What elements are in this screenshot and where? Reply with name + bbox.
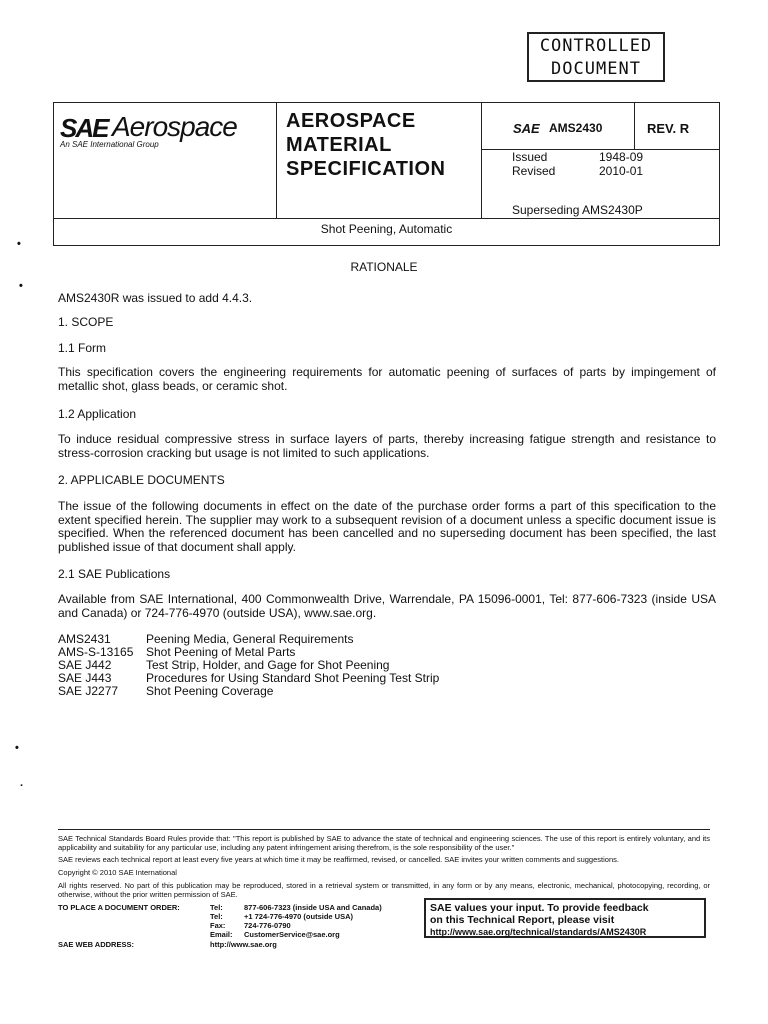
footer-copyright: Copyright © 2010 SAE International — [58, 868, 177, 877]
web-address-value: http://www.sae.org — [210, 940, 277, 949]
web-address-label: SAE WEB ADDRESS: — [58, 940, 134, 949]
document-code: SAE J442 — [58, 658, 112, 672]
revision-label: REV. R — [647, 121, 690, 136]
document-type-title — [286, 109, 445, 181]
title-line-3: SPECIFICATION — [286, 158, 446, 180]
footer-rules-text: SAE Technical Standards Board Rules provide that: "This report is published by SAE to advance the state of technical and engineering sciences. The use of this report is entirely voluntary, and its applicability and suitability for any particular use, including any patent infringement arising therefrom, is the sole responsibility of the user." — [58, 834, 710, 852]
document-code: AMS-S-13165 — [58, 645, 134, 659]
document-title: Procedures for Using Standard Shot Peening Test Strip — [146, 671, 440, 685]
document-number: AMS2430 — [549, 121, 603, 135]
contact-label: Email: — [210, 930, 233, 939]
contact-value: CustomerService@sae.org — [244, 930, 340, 939]
header-divider — [54, 218, 719, 219]
sae-logo-aerospace: Aerospace — [112, 111, 237, 142]
footer-review-text: SAE reviews each technical report at least every five years at which time it may be reaffirmed, revised, or cancelled. SAE invites your written comments and suggestions. — [58, 855, 619, 864]
section-1-2-text: To induce residual compressive stress in surface layers of parts, thereby increasing fatigue strength and resistance to stress-corrosion cracking but usage is not limited to such applications. — [58, 432, 716, 460]
title-line-1: AEROSPACE — [286, 110, 416, 132]
scan-mark: · — [20, 780, 24, 792]
scan-mark: • — [15, 742, 19, 754]
section-1-heading: 1. SCOPE — [58, 315, 114, 329]
feedback-box — [424, 898, 706, 938]
contact-value: 724-776-0790 — [244, 921, 291, 930]
rationale-heading: RATIONALE — [350, 260, 418, 274]
document-code: SAE J443 — [58, 671, 112, 685]
contact-value: +1 724-776-4970 (outside USA) — [244, 912, 354, 921]
reference-document-list — [58, 633, 439, 698]
section-1-2-heading: 1.2 Application — [58, 407, 137, 421]
document-code: AMS2431 — [58, 632, 111, 646]
stamp-line-2: DOCUMENT — [551, 59, 641, 79]
feedback-url: http://www.sae.org/technical/standards/AMS2430R — [430, 927, 647, 937]
list-item — [58, 685, 439, 698]
title-line-2: MATERIAL — [286, 134, 392, 156]
footer-rule — [58, 829, 710, 830]
spec-header-table — [53, 102, 720, 246]
contact-label: Tel: — [210, 903, 223, 912]
order-label: TO PLACE A DOCUMENT ORDER: — [58, 903, 180, 912]
section-1-1-heading: 1.1 Form — [58, 341, 107, 355]
contact-label: Tel: — [210, 912, 223, 921]
revised-date: 2010-01 — [599, 164, 644, 178]
document-title: Test Strip, Holder, and Gage for Shot Peening — [146, 658, 390, 672]
section-1-1-text: This specification covers the engineering requirements for automatic peening of surfaces of parts by impingement of metallic shot, glass beads, or ceramic shot. — [58, 365, 716, 393]
header-divider — [481, 103, 482, 218]
section-2-heading: 2. APPLICABLE DOCUMENTS — [58, 473, 225, 487]
logo-subtitle: An SAE International Group — [60, 140, 159, 149]
feedback-line-1: SAE values your input. To provide feedback — [430, 902, 649, 914]
header-divider — [276, 103, 277, 218]
superseding-note: Superseding AMS2430P — [512, 203, 643, 217]
scan-mark: • — [19, 280, 23, 292]
controlled-document-stamp — [527, 32, 665, 82]
feedback-line-2: on this Technical Report, please visit — [430, 914, 615, 926]
document-title: Shot Peening Coverage — [146, 684, 274, 698]
scan-mark: • — [17, 238, 21, 250]
issued-date: 1948-09 — [599, 150, 644, 164]
sae-small-logo: SAE — [513, 121, 540, 136]
document-title: Shot Peening of Metal Parts — [146, 645, 296, 659]
section-2-text: The issue of the following documents in effect on the date of the purchase order forms a part of this specification to the extent specified herein. The supplier may work to a subsequent revision of a document unless a specific document issue is specified. When the referenced document has been cancelled and no superseding document has been specified, the last published issue of that document shall apply. — [58, 499, 716, 554]
header-divider — [634, 103, 635, 149]
document-subject: Shot Peening, Automatic — [320, 222, 453, 236]
rationale-text: AMS2430R was issued to add 4.4.3. — [58, 291, 253, 305]
contact-label: Fax: — [210, 921, 226, 930]
contact-value: 877-606-7323 (inside USA and Canada) — [244, 903, 382, 912]
revised-label: Revised — [512, 164, 556, 178]
stamp-line-1: CONTROLLED — [539, 36, 653, 56]
document-title: Peening Media, General Requirements — [146, 632, 354, 646]
section-2-1-text: Available from SAE International, 400 Commonwealth Drive, Warrendale, PA 15096-0001, Tel: 877-606-7323 (inside USA and Canada) or 724-776-4970 (outside USA), www.sae.org. — [58, 592, 716, 620]
issued-label: Issued — [512, 150, 548, 164]
footer-rights-text: All rights reserved. No part of this publication may be reproduced, stored in a retrieval system or transmitted, in any form or by any means, electronic, mechanical, photocopying, recording, or otherwise, without the prior written permission of SAE. — [58, 881, 710, 899]
section-2-1-heading: 2.1 SAE Publications — [58, 567, 171, 581]
document-code: SAE J2277 — [58, 684, 119, 698]
sae-logo-mark: SAE — [60, 113, 108, 143]
